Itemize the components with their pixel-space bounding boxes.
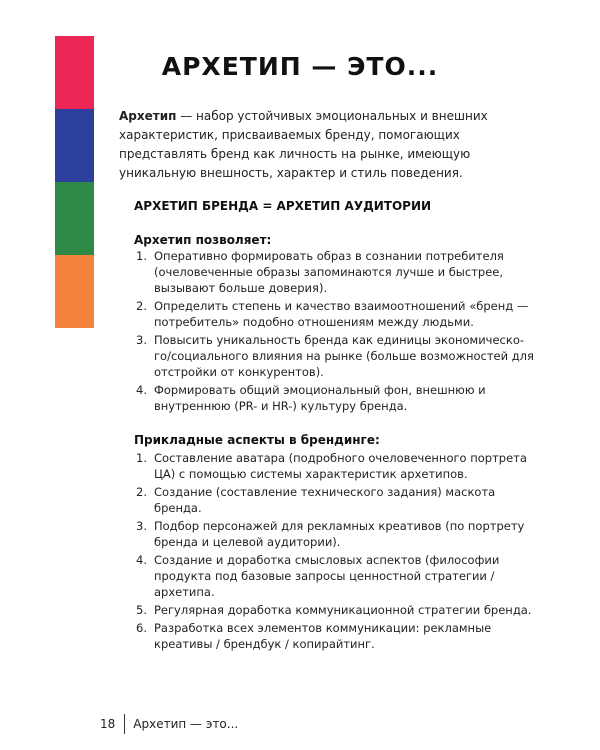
list-number: 1.	[136, 451, 147, 465]
list-item	[134, 602, 534, 618]
list-text: Составление аватара (подробного очеловеченного портрета ЦА) с помощью системы характеристик архетипов.	[154, 451, 527, 481]
list-item	[134, 248, 534, 296]
list-number: 1.	[136, 249, 147, 263]
section2-list	[134, 450, 534, 654]
list-number: 2.	[136, 299, 147, 313]
footer-divider	[124, 714, 125, 734]
list-item	[134, 552, 534, 600]
page-title: АРХЕТИП — ЭТО...	[161, 52, 439, 81]
list-text: Регулярная доработка коммуникационной стратегии бренда.	[154, 603, 532, 617]
section1-title: Архетип позволяет:	[134, 233, 272, 247]
list-number: 4.	[136, 553, 147, 567]
intro-term: Архетип	[119, 109, 177, 123]
list-text: Создание и доработка смысловых аспектов (философии продукта под базовые запросы ценностной стратегии / архетипа.	[154, 553, 500, 599]
list-number: 3.	[136, 519, 147, 533]
list-text: Подбор персонажей для рекламных креативов (по портрету бренда и целевой аудитории).	[154, 519, 525, 549]
intro-definition: — набор устойчивых эмоциональных и внешних характеристик, присваиваемых бренду, помогающих представлять бренд как личность на рынке, имеющую уникальную внешность, характер и стиль поведения.	[119, 109, 488, 180]
list-number: 2.	[136, 485, 147, 499]
list-number: 6.	[136, 621, 147, 635]
list-number: 5.	[136, 603, 147, 617]
list-text: Оперативно формировать образ в сознании потребителя (очеловеченные образы запоминаются лучше и быстрее, вызывают больше доверия).	[154, 249, 504, 295]
list-item	[134, 332, 534, 380]
running-title: Архетип — это...	[133, 717, 239, 731]
list-item	[134, 518, 534, 550]
color-bar-blue	[55, 109, 94, 182]
section2-title: Прикладные аспекты в брендинге:	[134, 433, 380, 447]
section1-list	[134, 248, 534, 416]
list-number: 4.	[136, 383, 147, 397]
list-text: Формировать общий эмоциональный фон, внешнюю и внутреннюю (PR- и HR-) культуру бренда.	[154, 383, 486, 413]
list-item	[134, 620, 534, 652]
list-item	[134, 298, 534, 330]
list-text: Создание (составление технического задания) маскота бренда.	[154, 485, 496, 515]
list-item	[134, 450, 534, 482]
intro-paragraph	[119, 107, 531, 183]
color-bar-green	[55, 182, 94, 255]
list-text: Разработка всех элементов коммуникации: рекламные креативы / брендбук / копирайтинг.	[154, 621, 492, 651]
equation-heading: АРХЕТИП БРЕНДА = АРХЕТИП АУДИТОРИИ	[134, 199, 432, 213]
page-number: 18	[100, 717, 116, 731]
color-bar-orange	[55, 255, 94, 328]
list-item	[134, 484, 534, 516]
page-footer	[100, 714, 238, 734]
list-number: 3.	[136, 333, 147, 347]
list-text: Повысить уникальность бренда как единицы экономическо-го/социального влияния на рынке (больше возможностей для отстройки от конкурентов).	[154, 333, 534, 379]
list-item	[134, 382, 534, 414]
list-text: Определить степень и качество взаимоотношений «бренд — потребитель» подобно отношениям между людьми.	[154, 299, 529, 329]
